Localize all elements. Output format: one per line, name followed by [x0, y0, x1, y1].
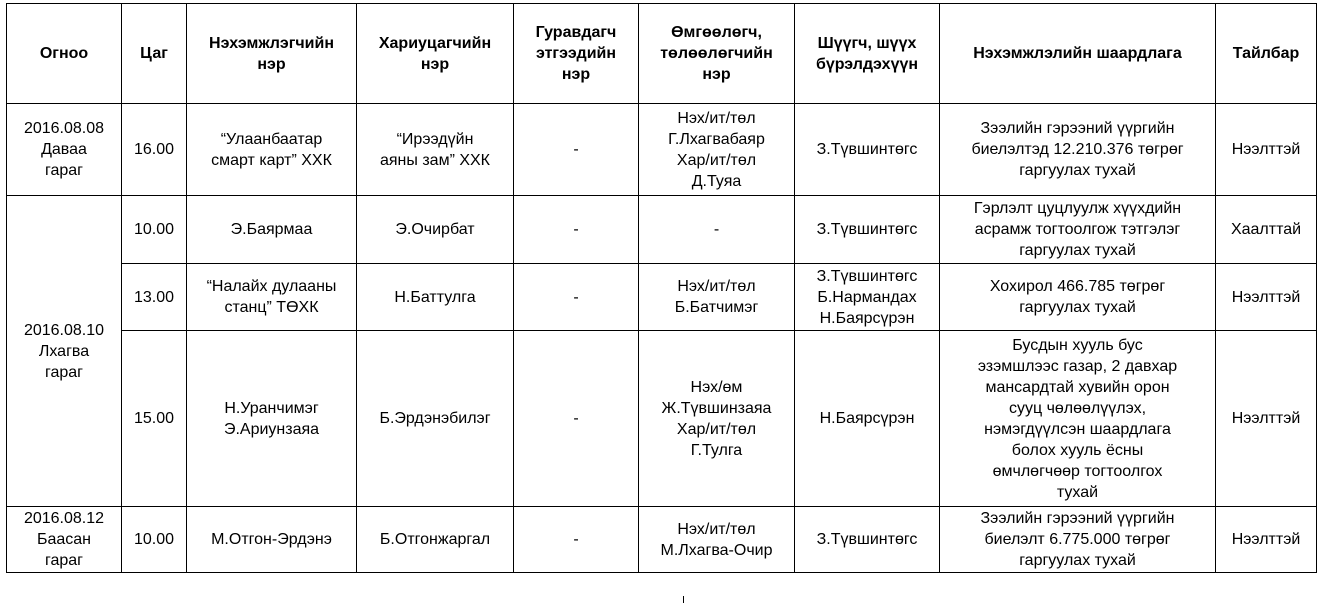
cell-text-line: болох хууль ёсны [1011, 441, 1144, 459]
plaintiff-cell [187, 104, 357, 196]
header-defendant [357, 4, 514, 104]
cell-text-line: бүрэлдэхүүн [815, 55, 919, 73]
cell-text-line: гараг [44, 363, 83, 381]
cell-text-line: гараг [44, 552, 83, 569]
cell-text-line: өмчлөгчөөр тогтоолгох [992, 462, 1163, 480]
cell-text-line: Э.Баярмаа [230, 221, 313, 238]
date-cell [7, 196, 122, 507]
note-cell: Нээлттэй [1216, 507, 1317, 573]
representative-cell [639, 104, 795, 196]
page-marker [683, 596, 684, 603]
representative-cell [639, 264, 795, 331]
cell-text-line: Хар/ит/төл [676, 151, 757, 169]
cell-text-line: Ж.Түвшинзаяа [661, 399, 772, 417]
defendant-cell [357, 196, 514, 264]
cell-text-line: “Налайх дулааны [206, 278, 337, 295]
cell-text-line: төлөөлөгчийн [660, 45, 773, 62]
defendant-cell [357, 507, 514, 573]
cell-text-line: Хохирол 466.785 төгрөг [989, 278, 1166, 295]
cell-text-line: З.Түвшинтөгс [816, 221, 918, 238]
third-party-cell: - [514, 507, 639, 573]
third-party-cell: - [514, 104, 639, 196]
cell-text-line: Гуравдагч [535, 24, 617, 41]
cell-text-line: биелэлтэд 12.210.376 төгрөг [971, 141, 1184, 158]
cell-text-line: Нэхэмжлэгчийн [209, 34, 334, 52]
note-cell: Нээлттэй [1216, 104, 1317, 196]
cell-text-line: асрамж тогтоолгож тэтгэлэг [974, 221, 1181, 238]
cell-text-line: Зээлийн гэрээний үүргийн [980, 120, 1175, 137]
cell-text-line: нэмэгдүүлсэн шаардлага [984, 420, 1171, 438]
cell-text-line: Б.Батчимэг [674, 299, 759, 316]
cell-text-line: мансардтай хувийн орон [985, 378, 1170, 396]
claim-cell [940, 104, 1216, 196]
time-cell: 10.00 [122, 196, 187, 264]
defendant-cell [357, 264, 514, 331]
table-row [7, 196, 1317, 264]
representative-cell [639, 507, 795, 573]
header-note: Тайлбар [1216, 4, 1317, 104]
cell-text-line: Э.Очирбат [395, 221, 475, 238]
cell-text-line: гаргуулах тухай [1019, 299, 1136, 316]
cell-text-line: Г.Тулга [690, 441, 743, 459]
cell-text-line: Б.Эрдэнэбилэг [379, 410, 491, 427]
cell-text-line: З.Түвшинтөгс [816, 141, 918, 158]
cell-text-line: гаргуулах тухай [1019, 552, 1136, 569]
representative-cell [639, 196, 795, 264]
cell-text-line: гаргуулах тухай [1019, 162, 1136, 179]
date-cell [7, 104, 122, 196]
note-cell: Нээлттэй [1216, 264, 1317, 331]
third-party-cell: - [514, 264, 639, 331]
cell-text-line: Н.Уранчимэг [224, 399, 319, 417]
cell-text-line: Нэх/ит/төл [677, 109, 756, 127]
third-party-cell: - [514, 196, 639, 264]
cell-text-line: Хар/ит/төл [676, 420, 757, 438]
defendant-cell [357, 331, 514, 507]
cell-text-line: “Улаанбаатар [220, 130, 323, 148]
claim-cell [940, 196, 1216, 264]
header-plaintiff [187, 4, 357, 104]
judge-cell [795, 264, 940, 331]
cell-text-line: гараг [44, 162, 83, 179]
cell-text-line: Даваа [41, 141, 87, 158]
cell-text-line: Н.Баярсүрэн [819, 410, 915, 427]
cell-text-line: гаргуулах тухай [1019, 242, 1136, 259]
third-party-cell: - [514, 331, 639, 507]
cell-text-line: 2016.08.08 [23, 120, 105, 137]
cell-text-line: “Ирээдүйн [396, 130, 474, 148]
table-row [7, 507, 1317, 573]
cell-text-line: Н.Баярсүрэн [819, 309, 915, 327]
cell-text-line: Зээлийн гэрээний үүргийн [980, 510, 1175, 527]
cell-text-line: Г.Лхагвабаяр [668, 130, 765, 148]
defendant-cell [357, 104, 514, 196]
cell-text-line: сууц чөлөөлүүлэх, [1008, 399, 1147, 417]
plaintiff-cell [187, 264, 357, 331]
cell-text-line: Бусдын хууль бус [1012, 336, 1143, 354]
cell-text-line: З.Түвшинтөгс [816, 267, 918, 285]
plaintiff-cell [187, 331, 357, 507]
cell-text-line: эзэмшлээс газар, 2 давхар [977, 357, 1178, 375]
header-third-party [514, 4, 639, 104]
note-cell: Нээлттэй [1216, 331, 1317, 507]
cell-text-line: М.Лхагва-Очир [660, 541, 773, 559]
cell-text-line: Нэх/ит/төл [677, 278, 756, 295]
cell-text-line: Нэх/ит/төл [677, 520, 756, 538]
cell-text-line: Хариуцагчийн [378, 34, 492, 52]
header-representative [639, 4, 795, 104]
time-cell: 13.00 [122, 264, 187, 331]
cell-text-line: Б.Отгонжаргал [379, 531, 491, 548]
header-claim: Нэхэмжлэлийн шаардлага [940, 4, 1216, 104]
judge-cell [795, 104, 940, 196]
cell-text-line: Лхагва [38, 342, 90, 360]
cell-text-line: тухай [1056, 483, 1099, 501]
table-row [7, 264, 1317, 331]
date-cell [7, 507, 122, 573]
claim-cell [940, 331, 1216, 507]
cell-text-line: Б.Нармандах [817, 288, 917, 306]
cell-text-line: станц” ТӨХК [224, 299, 319, 316]
representative-cell [639, 331, 795, 507]
cell-text-line: Э.Ариунзаяа [223, 420, 320, 438]
judge-cell [795, 196, 940, 264]
cell-text-line: аяны зам” ХХК [379, 151, 490, 169]
cell-text-line: нэр [420, 55, 450, 73]
cell-text-line: З.Түвшинтөгс [816, 531, 918, 548]
time-cell: 16.00 [122, 104, 187, 196]
table-row [7, 104, 1317, 196]
claim-cell [940, 507, 1216, 573]
cell-text-line: Шүүгч, шүүх [817, 34, 917, 52]
header-row [7, 4, 1317, 104]
cell-text-line: Н.Баттулга [394, 288, 476, 306]
cell-text-line: 2016.08.10 [23, 321, 105, 339]
cell-text-line: Баасан [36, 531, 92, 548]
cell-text-line: Нэх/өм [690, 378, 743, 396]
cell-text-line: Өмгөөлөгч, [671, 24, 762, 41]
cell-text-line: смарт карт” ХХК [211, 151, 332, 169]
cell-text-line: биелэлт 6.775.000 төгрөг [984, 531, 1171, 548]
cell-text-line: Д.Туяа [691, 172, 742, 190]
time-cell: 15.00 [122, 331, 187, 507]
cell-text-line: нэр [702, 66, 731, 83]
cell-text-line: этгээдийн [535, 45, 617, 62]
judge-cell [795, 507, 940, 573]
time-cell: 10.00 [122, 507, 187, 573]
table-row [7, 331, 1317, 507]
header-time: Цаг [122, 4, 187, 104]
cell-text-line: Гэрлэлт цуцлуулж хүүхдийн [973, 200, 1182, 217]
header-date: Огноо [7, 4, 122, 104]
note-cell: Хаалттай [1216, 196, 1317, 264]
cell-text-line: 2016.08.12 [23, 510, 105, 527]
cell-text-line: нэр [561, 66, 591, 83]
cell-text-line: - [713, 221, 720, 238]
header-judge [795, 4, 940, 104]
court-schedule-table [6, 3, 1317, 573]
cell-text-line: М.Отгон-Эрдэнэ [211, 531, 332, 548]
claim-cell [940, 264, 1216, 331]
cell-text-line: нэр [257, 55, 286, 73]
judge-cell [795, 331, 940, 507]
plaintiff-cell [187, 507, 357, 573]
plaintiff-cell [187, 196, 357, 264]
